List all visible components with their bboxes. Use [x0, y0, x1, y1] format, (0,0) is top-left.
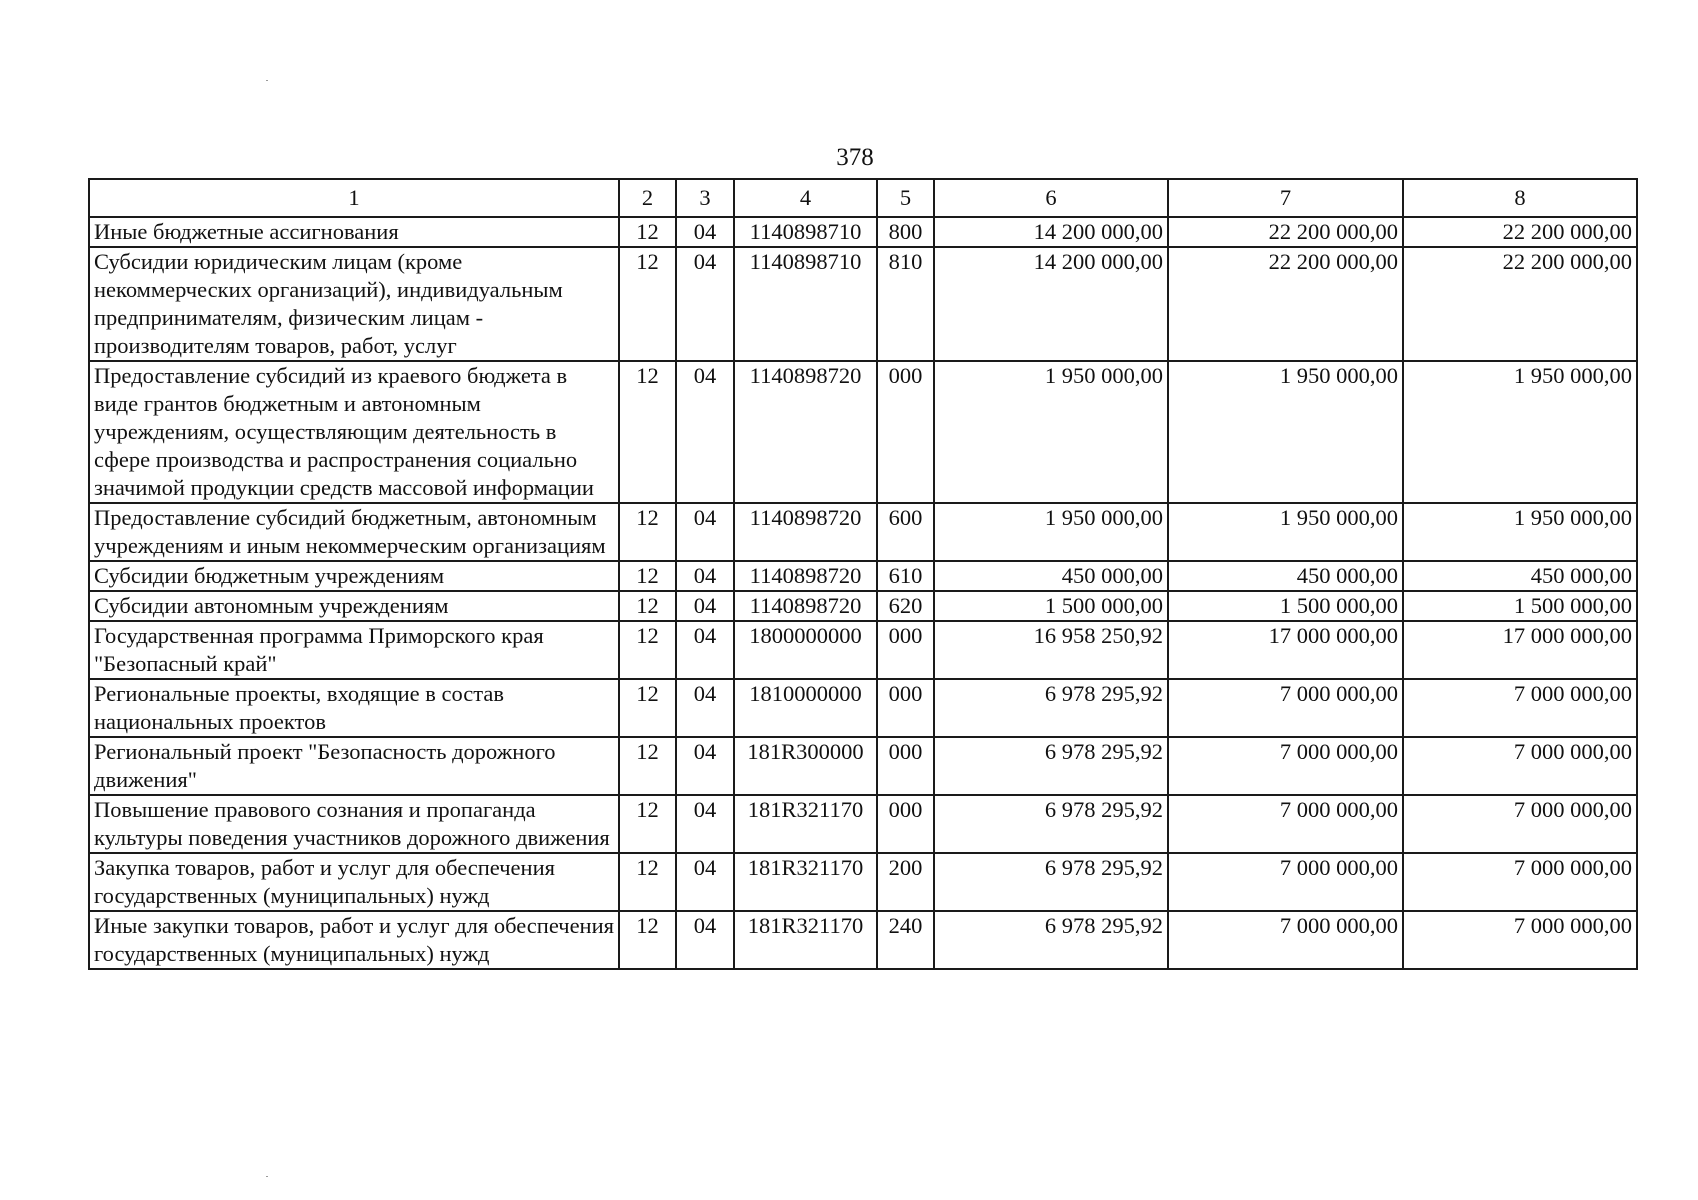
header-cell-3: 3	[676, 179, 734, 217]
amount-col-7: 22 200 000,00	[1168, 247, 1403, 361]
amount-col-6: 6 978 295,92	[934, 679, 1168, 737]
expense-type-code: 810	[877, 247, 934, 361]
amount-col-6: 14 200 000,00	[934, 247, 1168, 361]
section-code: 12	[619, 361, 676, 503]
subsection-code: 04	[676, 503, 734, 561]
amount-col-8: 7 000 000,00	[1403, 737, 1637, 795]
amount-col-6: 6 978 295,92	[934, 795, 1168, 853]
target-article-code: 1800000000	[734, 621, 877, 679]
amount-col-7: 7 000 000,00	[1168, 853, 1403, 911]
amount-col-7: 7 000 000,00	[1168, 679, 1403, 737]
header-cell-1: 1	[89, 179, 619, 217]
amount-col-8: 1 950 000,00	[1403, 361, 1637, 503]
section-code: 12	[619, 679, 676, 737]
amount-col-7: 1 500 000,00	[1168, 591, 1403, 621]
target-article-code: 1140898710	[734, 217, 877, 247]
header-cell-7: 7	[1168, 179, 1403, 217]
item-name: Субсидии автономным учреждениям	[89, 591, 619, 621]
amount-col-8: 7 000 000,00	[1403, 911, 1637, 969]
expense-type-code: 000	[877, 737, 934, 795]
target-article-code: 1810000000	[734, 679, 877, 737]
item-name: Повышение правового сознания и пропаганда культуры поведения участников дорожного движения	[89, 795, 619, 853]
amount-col-8: 7 000 000,00	[1403, 795, 1637, 853]
item-name: Региональный проект "Безопасность дорожного движения"	[89, 737, 619, 795]
amount-col-7: 22 200 000,00	[1168, 217, 1403, 247]
subsection-code: 04	[676, 795, 734, 853]
header-cell-4: 4	[734, 179, 877, 217]
table-row	[89, 561, 1637, 591]
table-row	[89, 679, 1637, 737]
table-row	[89, 621, 1637, 679]
target-article-code: 1140898710	[734, 247, 877, 361]
header-cell-6: 6	[934, 179, 1168, 217]
amount-col-6: 1 950 000,00	[934, 361, 1168, 503]
section-code: 12	[619, 561, 676, 591]
target-article-code: 181R321170	[734, 853, 877, 911]
item-name: Субсидии юридическим лицам (кроме некоммерческих организаций), индивидуальным предпринимателям, физическим лицам - производителям товаров, работ, услуг	[89, 247, 619, 361]
expense-type-code: 000	[877, 621, 934, 679]
item-name: Закупка товаров, работ и услуг для обеспечения государственных (муниципальных) нужд	[89, 853, 619, 911]
subsection-code: 04	[676, 737, 734, 795]
table-header-row	[89, 179, 1637, 217]
amount-col-7: 7 000 000,00	[1168, 911, 1403, 969]
amount-col-7: 450 000,00	[1168, 561, 1403, 591]
section-code: 12	[619, 621, 676, 679]
item-name: Региональные проекты, входящие в состав национальных проектов	[89, 679, 619, 737]
amount-col-6: 16 958 250,92	[934, 621, 1168, 679]
amount-col-8: 450 000,00	[1403, 561, 1637, 591]
amount-col-6: 6 978 295,92	[934, 737, 1168, 795]
item-name: Предоставление субсидий бюджетным, автономным учреждениям и иным некоммерческим организациям	[89, 503, 619, 561]
amount-col-8: 17 000 000,00	[1403, 621, 1637, 679]
header-cell-2: 2	[619, 179, 676, 217]
amount-col-8: 22 200 000,00	[1403, 217, 1637, 247]
amount-col-6: 14 200 000,00	[934, 217, 1168, 247]
target-article-code: 1140898720	[734, 561, 877, 591]
target-article-code: 181R300000	[734, 737, 877, 795]
table-row	[89, 591, 1637, 621]
expense-type-code: 000	[877, 795, 934, 853]
subsection-code: 04	[676, 361, 734, 503]
header-cell-8: 8	[1403, 179, 1637, 217]
table-row	[89, 853, 1637, 911]
expense-type-code: 000	[877, 361, 934, 503]
section-code: 12	[619, 795, 676, 853]
header-cell-5: 5	[877, 179, 934, 217]
expense-type-code: 800	[877, 217, 934, 247]
section-code: 12	[619, 737, 676, 795]
section-code: 12	[619, 217, 676, 247]
scan-speck	[266, 80, 268, 81]
budget-allocation-table	[88, 178, 1638, 970]
subsection-code: 04	[676, 591, 734, 621]
item-name: Субсидии бюджетным учреждениям	[89, 561, 619, 591]
table-row	[89, 737, 1637, 795]
amount-col-6: 6 978 295,92	[934, 853, 1168, 911]
amount-col-6: 6 978 295,92	[934, 911, 1168, 969]
expense-type-code: 610	[877, 561, 934, 591]
subsection-code: 04	[676, 679, 734, 737]
table-row	[89, 217, 1637, 247]
table-row	[89, 361, 1637, 503]
target-article-code: 1140898720	[734, 361, 877, 503]
amount-col-7: 1 950 000,00	[1168, 503, 1403, 561]
subsection-code: 04	[676, 911, 734, 969]
item-name: Государственная программа Приморского края "Безопасный край"	[89, 621, 619, 679]
item-name: Иные закупки товаров, работ и услуг для обеспечения государственных (муниципальных) нужд	[89, 911, 619, 969]
expense-type-code: 600	[877, 503, 934, 561]
expense-type-code: 000	[877, 679, 934, 737]
target-article-code: 1140898720	[734, 503, 877, 561]
amount-col-6: 450 000,00	[934, 561, 1168, 591]
page-number: 378	[836, 144, 874, 171]
table-row	[89, 911, 1637, 969]
table-row	[89, 795, 1637, 853]
expense-type-code: 200	[877, 853, 934, 911]
expense-type-code: 240	[877, 911, 934, 969]
item-name: Иные бюджетные ассигнования	[89, 217, 619, 247]
subsection-code: 04	[676, 217, 734, 247]
amount-col-6: 1 950 000,00	[934, 503, 1168, 561]
expense-type-code: 620	[877, 591, 934, 621]
subsection-code: 04	[676, 247, 734, 361]
amount-col-8: 22 200 000,00	[1403, 247, 1637, 361]
item-name: Предоставление субсидий из краевого бюджета в виде грантов бюджетным и автономным учреждениям, осуществляющим деятельность в сфере производства и распространения социально значимой продукции средств массовой информации	[89, 361, 619, 503]
subsection-code: 04	[676, 853, 734, 911]
target-article-code: 1140898720	[734, 591, 877, 621]
subsection-code: 04	[676, 561, 734, 591]
scan-speck	[266, 1176, 268, 1177]
amount-col-6: 1 500 000,00	[934, 591, 1168, 621]
subsection-code: 04	[676, 621, 734, 679]
amount-col-8: 7 000 000,00	[1403, 853, 1637, 911]
section-code: 12	[619, 853, 676, 911]
amount-col-7: 7 000 000,00	[1168, 795, 1403, 853]
amount-col-7: 17 000 000,00	[1168, 621, 1403, 679]
amount-col-7: 7 000 000,00	[1168, 737, 1403, 795]
amount-col-8: 1 500 000,00	[1403, 591, 1637, 621]
amount-col-7: 1 950 000,00	[1168, 361, 1403, 503]
target-article-code: 181R321170	[734, 795, 877, 853]
section-code: 12	[619, 591, 676, 621]
target-article-code: 181R321170	[734, 911, 877, 969]
amount-col-8: 7 000 000,00	[1403, 679, 1637, 737]
section-code: 12	[619, 503, 676, 561]
section-code: 12	[619, 911, 676, 969]
table-row	[89, 503, 1637, 561]
table-row	[89, 247, 1637, 361]
section-code: 12	[619, 247, 676, 361]
amount-col-8: 1 950 000,00	[1403, 503, 1637, 561]
